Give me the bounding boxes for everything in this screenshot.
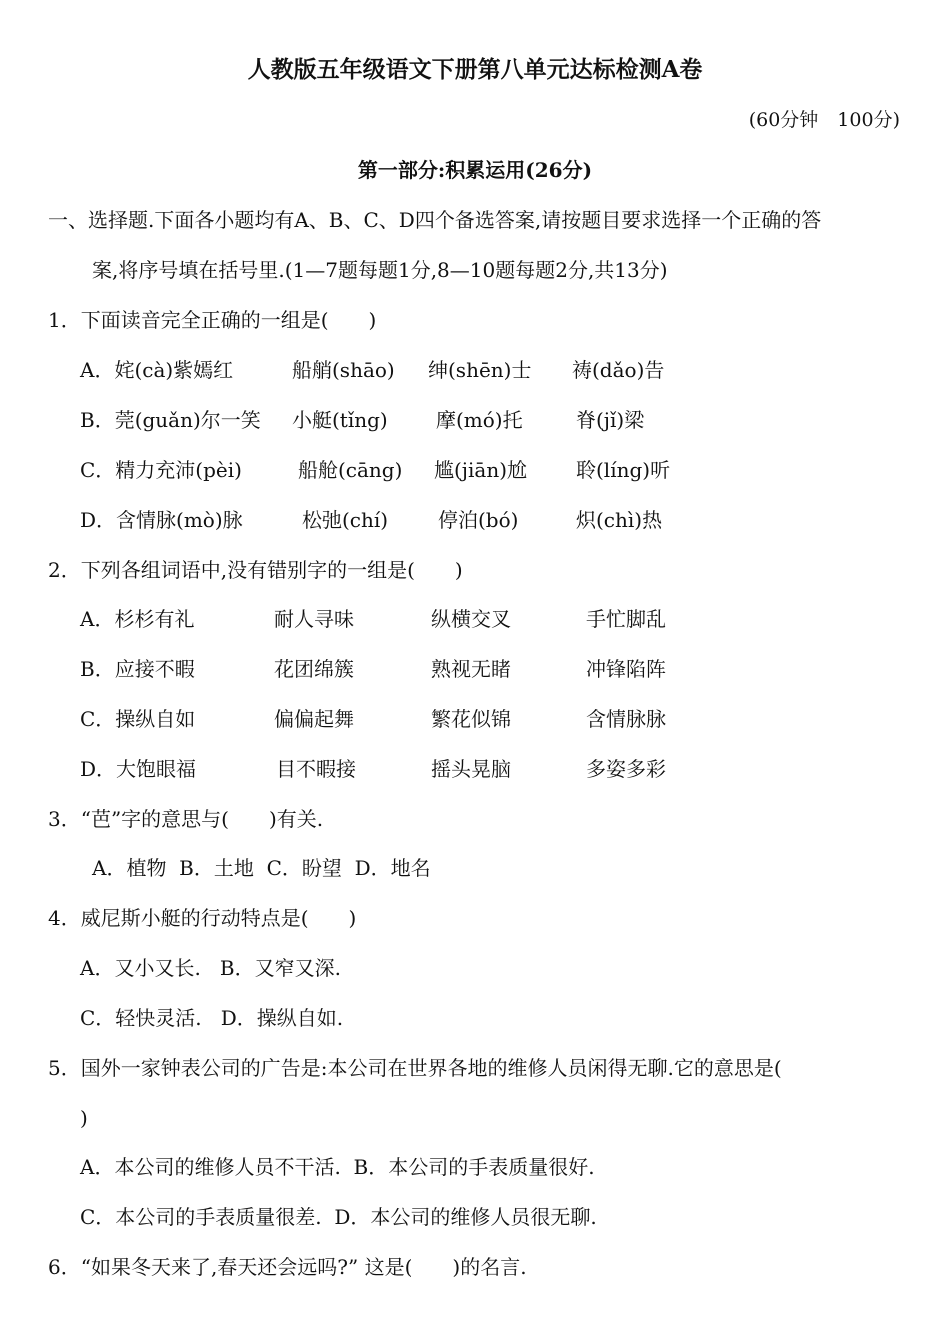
q1-option-d-item-2: 松弛(chí) <box>302 508 389 532</box>
part-heading: 第一部分:积累运用(26分) <box>357 158 593 182</box>
q1-option-d-item-1: D．含情脉(mò)脉 <box>80 508 243 532</box>
q2-option-a-item-3: 纵横交叉 <box>431 607 511 631</box>
q2-option-c-item-1: C．操纵自如 <box>80 707 196 731</box>
question-2-stem: 2．下列各组词语中,没有错别字的一组是( ) <box>48 558 463 582</box>
q1-option-b-item-1: B．莞(guǎn)尔一笑 <box>80 408 261 432</box>
q1-option-b-item-3: 摩(mó)托 <box>436 408 523 432</box>
q1-option-c-item-2: 船舱(cāng) <box>298 458 403 482</box>
q2-option-c-item-3: 繁花似锦 <box>431 707 511 731</box>
question-6-stem: 6．“如果冬天来了,春天还会远吗?” 这是( )的名言. <box>48 1255 527 1279</box>
q2-option-d-item-1: D．大饱眼福 <box>80 757 197 781</box>
q2-option-b-item-2: 花团绵簇 <box>274 657 354 681</box>
question-5-options-line1: A．本公司的维修人员不干活. B．本公司的手表质量很好. <box>80 1155 595 1179</box>
q1-option-a-item-3: 绅(shēn)士 <box>428 358 532 382</box>
q1-option-b-item-2: 小艇(tǐng) <box>292 408 388 432</box>
q1-option-a-item-2: 船艄(shāo) <box>292 358 395 382</box>
question-5-stem: 5．国外一家钟表公司的广告是:本公司在世界各地的维修人员闲得无聊.它的意思是( <box>48 1056 782 1080</box>
q2-option-a-item-4: 手忙脚乱 <box>586 607 666 631</box>
question-5-stem-continued: ) <box>80 1106 88 1130</box>
q1-option-a-item-4: 祷(dǎo)告 <box>572 358 665 382</box>
section-instruction-line1: 一、选择题.下面各小题均有A、B、C、D四个备选答案,请按题目要求选择一个正确的答 <box>48 208 822 232</box>
question-3-stem: 3．“芭”字的意思与( )有关. <box>48 807 324 831</box>
q2-option-b-item-1: B．应接不暇 <box>80 657 195 681</box>
q2-option-c-item-4: 含情脉脉 <box>586 707 666 731</box>
question-5-options-line2: C．本公司的手表质量很差. D．本公司的维修人员很无聊. <box>80 1205 597 1229</box>
question-3-options: A．植物 B．土地 C．盼望 D．地名 <box>92 856 431 880</box>
q2-option-a-item-1: A．杉杉有礼 <box>80 607 195 631</box>
section-instruction-line2: 案,将序号填在括号里.(1—7题每题1分,8—10题每题2分,共13分) <box>92 258 668 282</box>
question-4-options-line1: A．又小又长. B．又窄又深. <box>80 956 341 980</box>
q1-option-b-item-4: 脊(jǐ)梁 <box>576 408 645 432</box>
question-4-stem: 4．威尼斯小艇的行动特点是( ) <box>48 906 357 930</box>
q2-option-c-item-2: 偏偏起舞 <box>274 707 354 731</box>
q2-option-b-item-4: 冲锋陷阵 <box>586 657 666 681</box>
q2-option-d-item-3: 摇头晃脑 <box>431 757 511 781</box>
question-1-stem: 1．下面读音完全正确的一组是( ) <box>48 308 377 332</box>
question-4-options-line2: C．轻快灵活. D．操纵自如. <box>80 1006 344 1030</box>
q1-option-c-item-4: 聆(líng)听 <box>576 458 671 482</box>
q1-option-d-item-4: 炽(chì)热 <box>576 508 663 532</box>
q2-option-d-item-2: 目不暇接 <box>276 757 356 781</box>
q2-option-b-item-3: 熟视无睹 <box>431 657 511 681</box>
q2-option-a-item-2: 耐人寻味 <box>274 607 354 631</box>
q1-option-a-item-1: A．姹(cà)紫嫣红 <box>80 358 234 382</box>
time-score-note: (60分钟 100分) <box>748 109 900 131</box>
q1-option-c-item-1: C．精力充沛(pèi) <box>80 458 242 482</box>
q2-option-d-item-4: 多姿多彩 <box>586 757 666 781</box>
q1-option-d-item-3: 停泊(bó) <box>438 508 519 532</box>
q1-option-c-item-3: 尴(jiān)尬 <box>434 458 528 482</box>
page-title: 人教版五年级语文下册第八单元达标检测A卷 <box>247 56 703 83</box>
